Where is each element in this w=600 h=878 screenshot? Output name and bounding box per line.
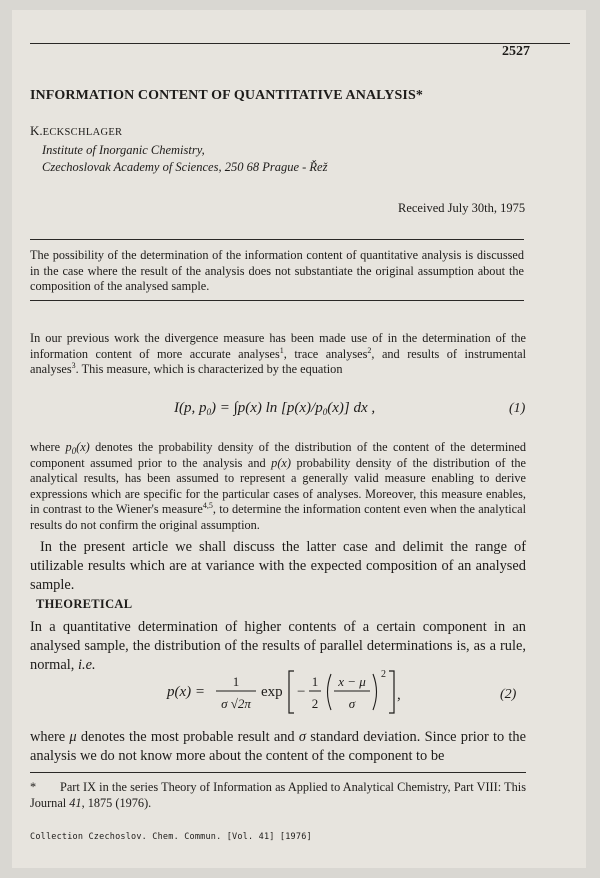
footnote-mark: * [30, 780, 37, 794]
intro-paragraph-2: where $p_0(x)$ denotes the probability density of the distribution of the content of the determined component assumed prior to the analysis and p(x) probability density of the distribution of the analytical results, has been assumed to represent a generally valid measure enabling to derive expressions which are specific for the particular cases of analyses. Moreover, this measure enables, in contrast to the Wiener's measure$^{4,5}$, to determine the information content even when the analytical results do not confirm the original assumption. [30, 440, 526, 532]
symbol-px: p(x) [271, 455, 291, 470]
equation-2-number: (2) [500, 687, 517, 702]
author-surname: ECKSCHLAGER [42, 127, 123, 138]
abstract-bottom-rule [30, 300, 524, 301]
article-title: INFORMATION CONTENT OF QUANTITATIVE ANALYSIS* [30, 88, 423, 103]
theoretical-paragraph-1: In a quantitative determination of higher contents of a certain component in an analysed sample, the distribution of the results of parallel determinations is, as a rule, normal, i.e. [30, 619, 526, 673]
affiliation-line-2: Czechoslovak Academy of Sciences, 250 68 Prague - Řež [42, 160, 328, 174]
page-number: 2527 [502, 44, 530, 59]
eq2-exp: exp [261, 684, 283, 700]
eq2-frac3-num: x − μ [338, 674, 366, 689]
eq2-left-paren [328, 674, 332, 710]
eq2-frac1-num: 1 [232, 674, 240, 689]
reference-3: 3 [71, 361, 76, 371]
eq2-power: 2 [381, 669, 386, 680]
journal-footer: Collection Czechoslov. Chem. Commun. [Vol. 41] [1976] [30, 832, 312, 842]
eq2-right-paren [373, 674, 377, 710]
eq2-frac1-den: σ √2π [221, 696, 251, 711]
theoretical-paragraph-2: where μ denotes the most probable result and σ standard deviation. Since prior to the analysis we do not know more about the content of the component to be [30, 729, 526, 764]
equation-2-graphic [167, 665, 427, 717]
symbol-mu: μ [69, 729, 77, 745]
received-date: Received July 30th, 1975 [398, 201, 526, 215]
footnote-volume: 41 [69, 796, 82, 810]
eq2-lhs: p(x) = [167, 684, 206, 700]
symbol-p0x: $p_0(x)$ [65, 440, 90, 456]
author-name [30, 123, 122, 139]
reference-1: 1 [279, 345, 284, 355]
section-heading-theoretical: THEORETICAL [36, 597, 133, 611]
footnote-rule [30, 772, 526, 773]
footnote: * Part IX in the series Theory of Information as Applied to Analytical Chemistry, Part VIII: This Journal 41, 1875 (1976). [30, 780, 526, 810]
header-rule [30, 43, 570, 44]
equation-1-number: (1) [509, 401, 526, 416]
author-initial: K. [30, 123, 43, 138]
eq2-right-bracket [389, 671, 394, 713]
affiliation-line-1: Institute of Inorganic Chemistry, [42, 143, 205, 157]
intro-paragraph-1: In our previous work the divergence measure has been made use of in the determination of the information content of more accurate analyses$^1$, trace analyses$^2$, and results of instrumental analyses$^3$. This measure, which is characterized by the equation [30, 331, 526, 377]
paper-page [12, 10, 586, 868]
eq2-comma: , [397, 687, 401, 703]
intro-paragraph-3: In the present article we shall discuss the latter case and delimit the range of utilizable results which are at variance with the expected composition of an analysed sample. [30, 539, 526, 593]
reference-2: 2 [367, 345, 372, 355]
equation-1: I(p, $p_0) = \int p(x)$ $\ln [p(x)/p_0(x)]$ dx , [174, 400, 376, 417]
eq2-frac2-den: 2 [311, 696, 319, 711]
eq2-frac2-num: 1 [311, 674, 319, 689]
eq2-minus: − [297, 684, 306, 700]
reference-4-5: 4,5 [202, 501, 213, 511]
symbol-sigma: σ [298, 729, 306, 745]
eq2-frac3-den: σ [348, 696, 356, 711]
abstract-text: The possibility of the determination of the information content of quantitative analysis is discussed in the case where the result of the analysis does not substantiate the original assumption about the composition of the analysed sample. [30, 248, 524, 294]
abstract-top-rule [30, 239, 524, 240]
eq2-left-bracket [289, 671, 294, 713]
affiliation [42, 142, 327, 176]
equation-2 [167, 665, 427, 717]
